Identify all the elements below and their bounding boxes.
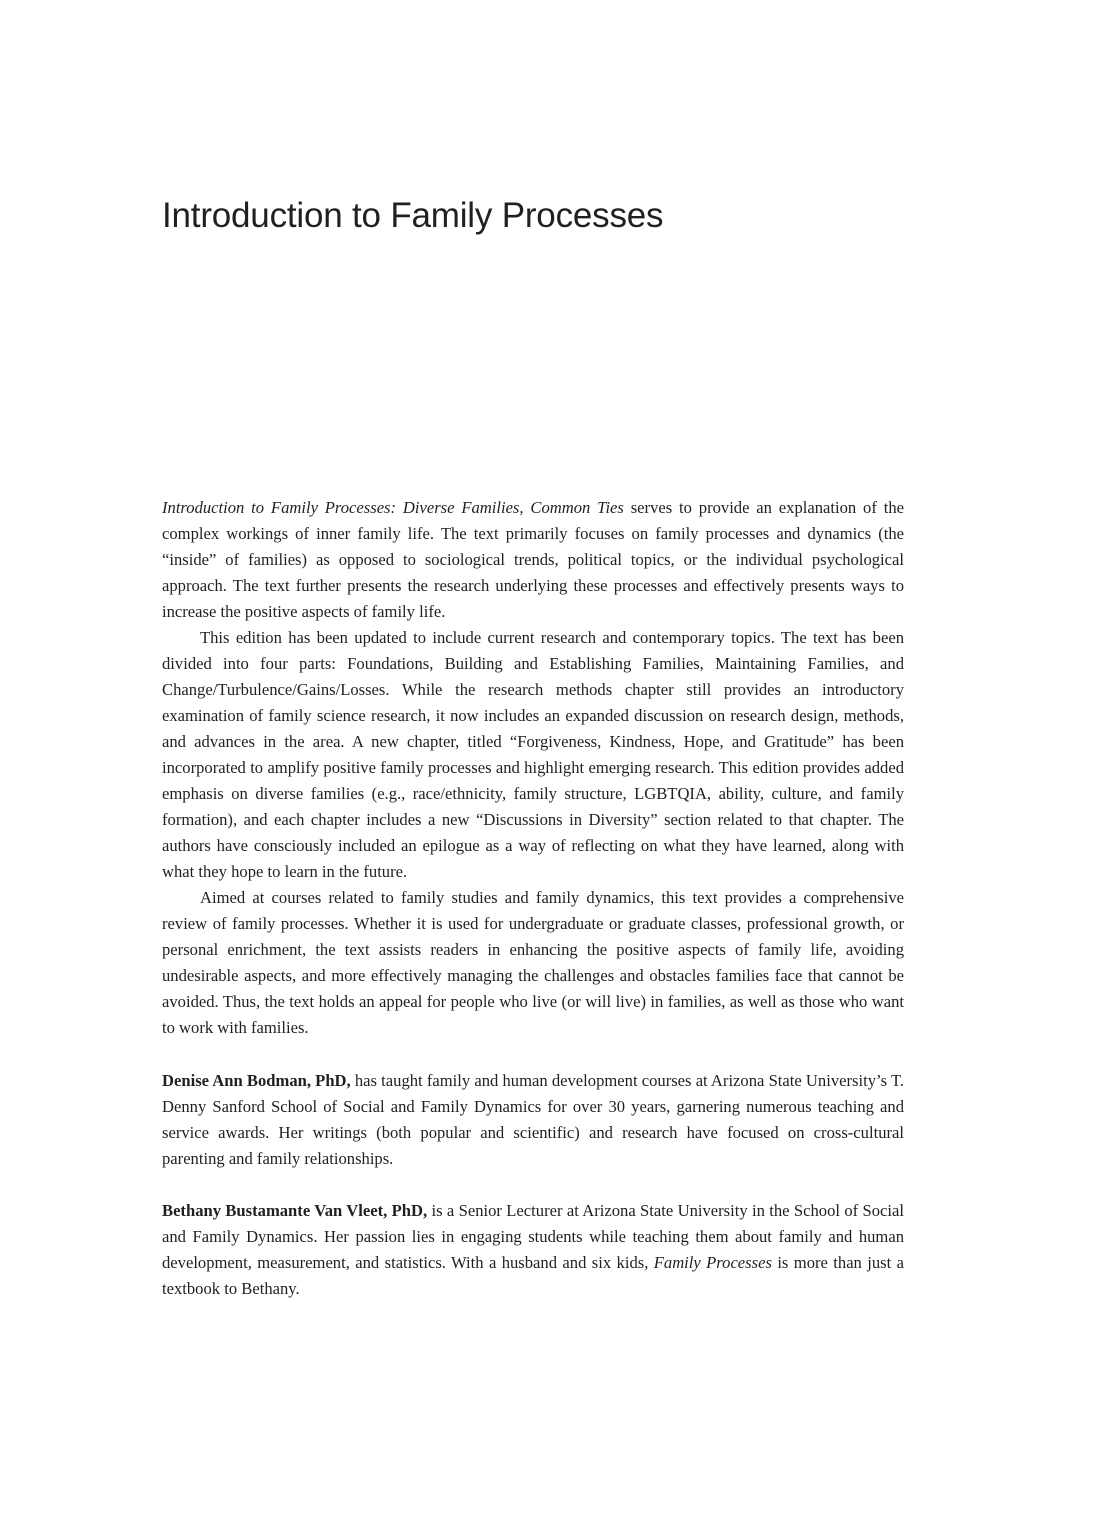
author-bio-van-vleet-text-1: is a Senior Lecturer at Arizona State University in the School of Social and Family Dynamics. Her passion lies in engaging students while teaching them about family and human development, measurement, and statistics. With a husband and six kids,	[162, 1201, 904, 1272]
book-title-italic: Introduction to Family Processes: Diverse Families, Common Ties	[162, 498, 624, 517]
description-paragraph-3: Aimed at courses related to family studies and family dynamics, this text provides a comprehensive review of family processes. Whether it is used for undergraduate or graduate classes, professional growth, or personal enrichment, the text assists readers in enhancing the positive aspects of family life, avoiding undesirable aspects, and more effectively managing the challenges and obstacles families face that cannot be avoided. Thus, the text holds an appeal for people who live (or will live) in families, as well as those who want to work with families.	[162, 888, 904, 1037]
book-short-title-italic: Family Processes	[653, 1253, 772, 1272]
author-bio-bodman-text: has taught family and human development courses at Arizona State University’s T. Denny Sanford School of Social and Family Dynamics for over 30 years, garnering numerous teaching and service awards. Her writings (both popular and scientific) and research have focused on cross-cultural parenting and family relationships.	[162, 1071, 904, 1168]
author-bio-bodman	[162, 1068, 904, 1172]
author-name-van-vleet: Bethany Bustamante Van Vleet, PhD,	[162, 1201, 428, 1220]
description-paragraph-1-text: serves to provide an explanation of the complex workings of inner family life. The text primarily focuses on family processes and dynamics (the “inside” of families) as opposed to sociological trends, political topics, or the individual psychological approach. The text further presents the research underlying these processes and effectively presents ways to increase the positive aspects of family life.	[162, 498, 904, 621]
description-paragraph-1	[162, 495, 904, 625]
author-bio-van-vleet-text-2: is more than just a textbook to Bethany.	[162, 1253, 904, 1298]
page-title: Introduction to Family Processes	[162, 196, 664, 235]
author-bio-van-vleet	[162, 1198, 904, 1302]
back-cover-text	[162, 495, 904, 1302]
author-name-bodman: Denise Ann Bodman, PhD,	[162, 1071, 351, 1090]
description-paragraph-2: This edition has been updated to include current research and contemporary topics. The text has been divided into four parts: Foundations, Building and Establishing Families, Maintaining Families, and Change/Turbulence/Gains/Losses. While the research methods chapter still provides an introductory examination of family science research, it now includes an expanded discussion on research design, methods, and advances in the area. A new chapter, titled “Forgiveness, Kindness, Hope, and Gratitude” has been incorporated to amplify positive family processes and highlight emerging research. This edition provides added emphasis on diverse families (e.g., race/ethnicity, family structure, LGBTQIA, ability, culture, and family formation), and each chapter includes a new “Discussions in Diversity” section related to that chapter. The authors have consciously included an epilogue as a way of reflecting on what they have learned, along with what they hope to learn in the future.	[162, 628, 904, 881]
